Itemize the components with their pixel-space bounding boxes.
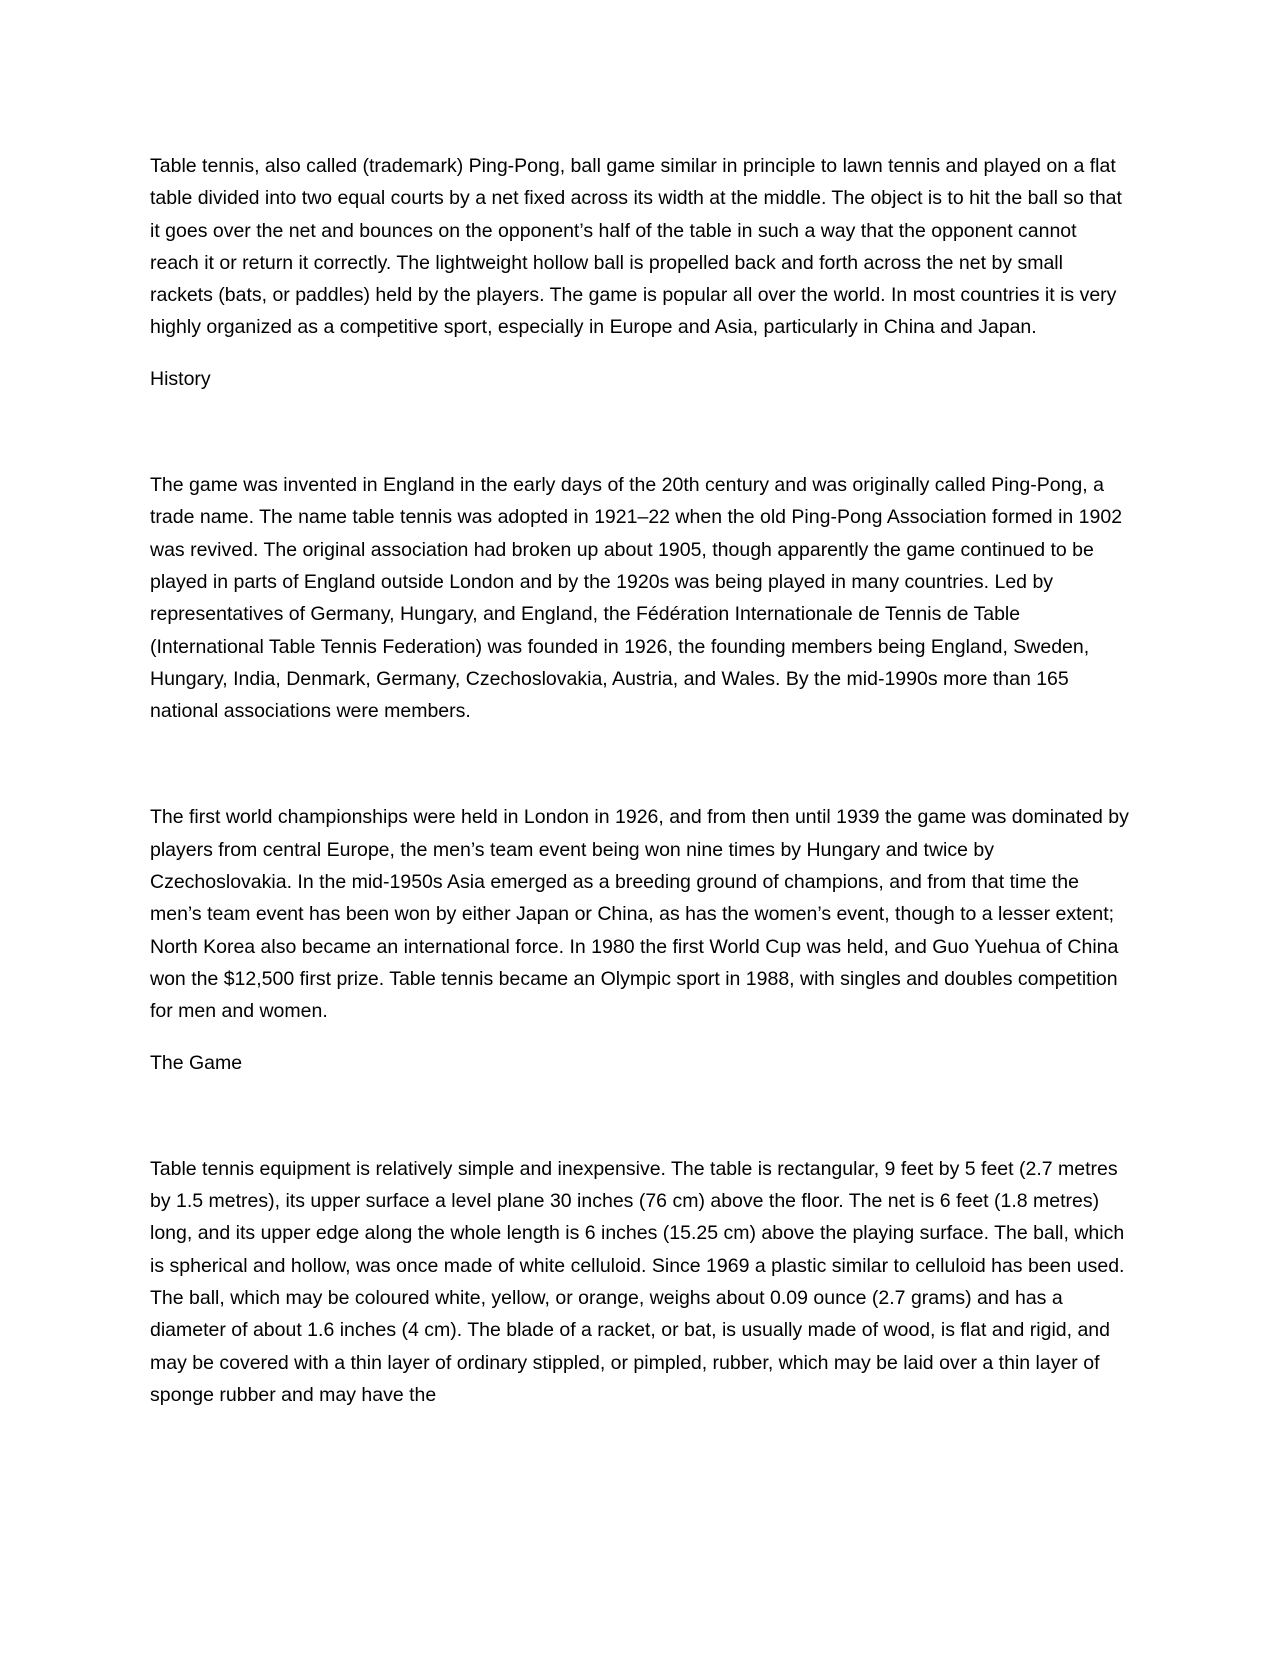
intro-paragraph: Table tennis, also called (trademark) Ping-Pong, ball game similar in principle to lawn tennis and played on a flat table divided into two equal courts by a net fixed across its width at the middle. The object is to hit the ball so that it goes over the net and bounces on the opponent’s half of the table in such a way that the opponent cannot reach it or return it correctly. The lightweight hollow ball is propelled back and forth across the net by small rackets (bats, or paddles) held by the players. The game is popular all over the world. In most countries it is very highly organized as a competitive sport, especially in Europe and Asia, particularly in China and Japan. xyxy=(150,155,1122,339)
game-heading: The Game xyxy=(150,1051,243,1074)
history-heading: History xyxy=(150,367,211,390)
history-paragraph-2: The first world championships were held in London in 1926, and from then until 1939 the game was dominated by players from central Europe, the men’s team event being won nine times by Hungary and twice by Czechoslovakia. In the mid-1950s Asia emerged as a breeding ground of champions, and from that time the men’s team event has been won by either Japan or China, as has the women’s event, though to a lesser extent; North Korea also became an international force. In 1980 the first World Cup was held, and Guo Yuehua of China won the $12,500 first prize. Table tennis became an Olympic sport in 1988, with singles and doubles competition for men and women. xyxy=(150,806,1129,1023)
document-body xyxy=(150,150,1130,1411)
history-paragraph-1: The game was invented in England in the early days of the 20th century and was originally called Ping-Pong, a trade name. The name table tennis was adopted in 1921–22 when the old Ping-Pong Association formed in 1902 was revived. The original association had broken up about 1905, though apparently the game continued to be played in parts of England outside London and by the 1920s was being played in many countries. Led by representatives of Germany, Hungary, and England, the Fédération Internationale de Tennis de Table (International Table Tennis Federation) was founded in 1926, the founding members being England, Sweden, Hungary, India, Denmark, Germany, Czechoslovakia, Austria, and Wales. By the mid-1990s more than 165 national associations were members. xyxy=(150,474,1123,723)
game-paragraph-1: Table tennis equipment is relatively simple and inexpensive. The table is rectangular, 9 feet by 5 feet (2.7 metres by 1.5 metres), its upper surface a level plane 30 inches (76 cm) above the floor. The net is 6 feet (1.8 metres) long, and its upper edge along the whole length is 6 inches (15.25 cm) above the playing surface. The ball, which is spherical and hollow, was once made of white celluloid. Since 1969 a plastic similar to celluloid has been used. The ball, which may be coloured white, yellow, or orange, weighs about 0.09 ounce (2.7 grams) and has a diameter of about 1.6 inches (4 cm). The blade of a racket, or bat, is usually made of wood, is flat and rigid, and may be covered with a thin layer of ordinary stippled, or pimpled, rubber, which may be laid over a thin layer of sponge rubber and may have the xyxy=(150,1157,1125,1406)
